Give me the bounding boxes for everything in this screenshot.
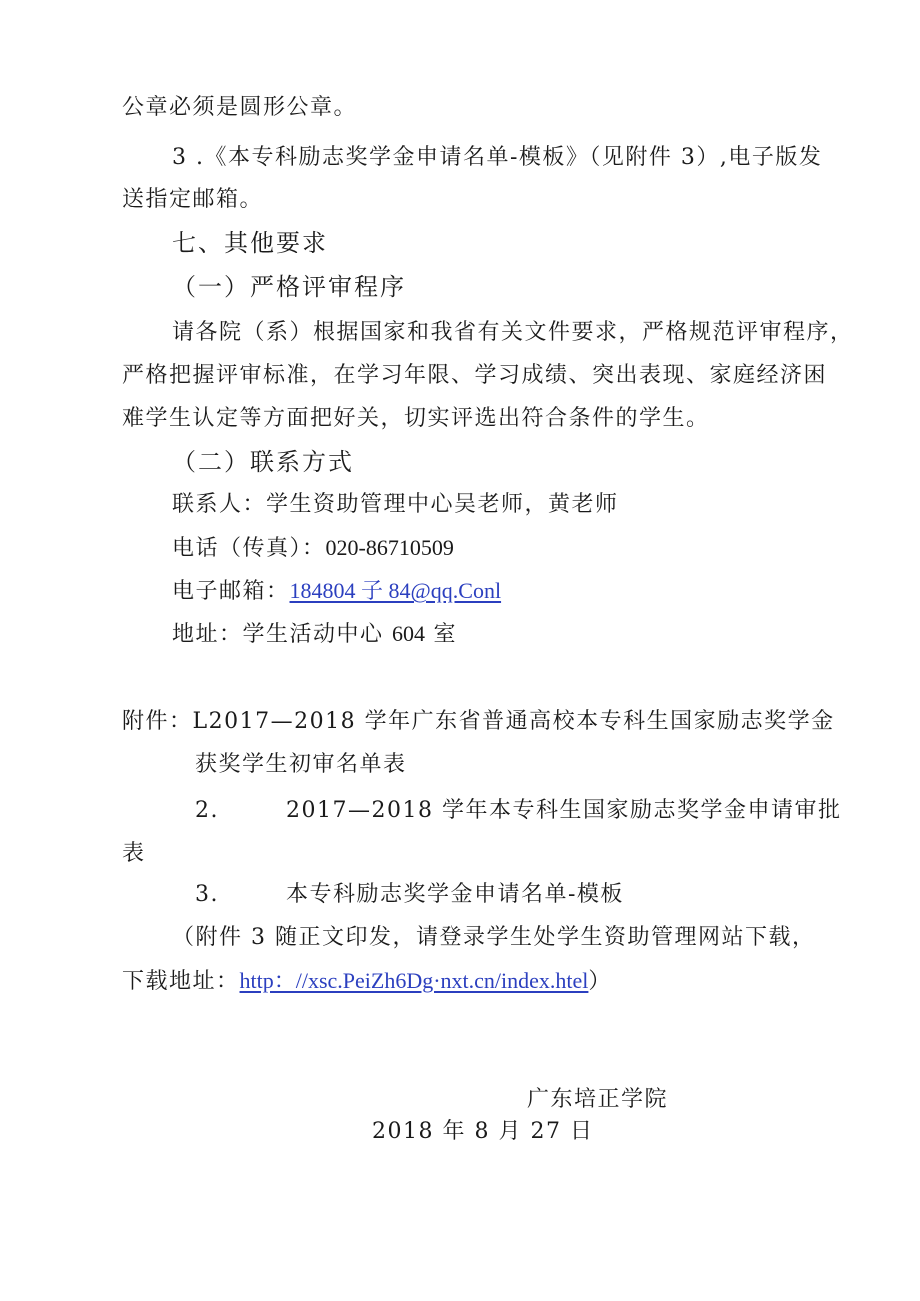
address-suffix: 室 (425, 622, 457, 647)
contact-person: 联系人：学生资助管理中心吴老师，黄老师 (172, 492, 619, 517)
subsection-1-para-line1: 请各院（系）根据国家和我省有关文件要求，严格规范评审程序， (172, 320, 854, 345)
address-label: 地址：学生活动中心 (172, 622, 392, 647)
subsection-1-para-line2: 严格把握评审标准，在学习年限、学习成绩、突出表现、家庭经济困 (122, 363, 828, 388)
download-link[interactable]: http：//xsc.PeiZh6Dg·nxt.cn/index.htel (239, 968, 589, 993)
attachment-2-text: 2017—2018 学年本专科生国家励志奖学金申请审批 (286, 798, 842, 823)
phone-label: 电话（传真）： (172, 536, 326, 561)
attachment-note-line1: （附件 3 随正文印发，请登录学生处学生资助管理网站下载， (172, 925, 816, 950)
paragraph-tail: 公章必须是圆形公章。 (122, 95, 358, 120)
contact-email (172, 576, 501, 607)
attachment-3-text: 本专科励志奖学金申请名单-模板 (286, 882, 624, 907)
email-link[interactable]: 184804 子 84@qq.Conl (289, 578, 502, 603)
subsection-2-title: （二）联系方式 (172, 448, 354, 476)
email-label: 电子邮箱： (172, 579, 290, 604)
attachment-1-line2: 获奖学生初审名单表 (195, 752, 407, 777)
subsection-1-title: （一）严格评审程序 (172, 273, 406, 301)
phone-value: 020-86710509 (325, 535, 454, 560)
item3-line1: 3 .《本专科励志奖学金申请名单-模板》（见附件 3）,电子版发 (172, 145, 823, 170)
attachment-2-number: 2. (195, 798, 219, 823)
attachment-3-number: 3. (195, 882, 219, 907)
contact-phone (172, 533, 454, 564)
attachment-2-continuation: 表 (122, 841, 146, 866)
section-7-title: 七、其他要求 (172, 229, 328, 257)
attachment-1-line1: 附件：L2017—2018 学年广东省普通高校本专科生国家励志奖学金 (122, 709, 835, 734)
address-room: 604 (392, 621, 425, 646)
item3-line2: 送指定邮箱。 (122, 187, 264, 212)
download-address-label: 下载地址： (122, 969, 240, 994)
closing-paren: ） (588, 969, 612, 994)
signature-date: 2018 年 8 月 27 日 (372, 1119, 594, 1144)
contact-address (172, 619, 457, 650)
signature-organization: 广东培正学院 (527, 1087, 669, 1112)
attachment-note-line2 (122, 966, 612, 997)
subsection-1-para-line3: 难学生认定等方面把好关，切实评选出符合条件的学生。 (122, 406, 710, 431)
